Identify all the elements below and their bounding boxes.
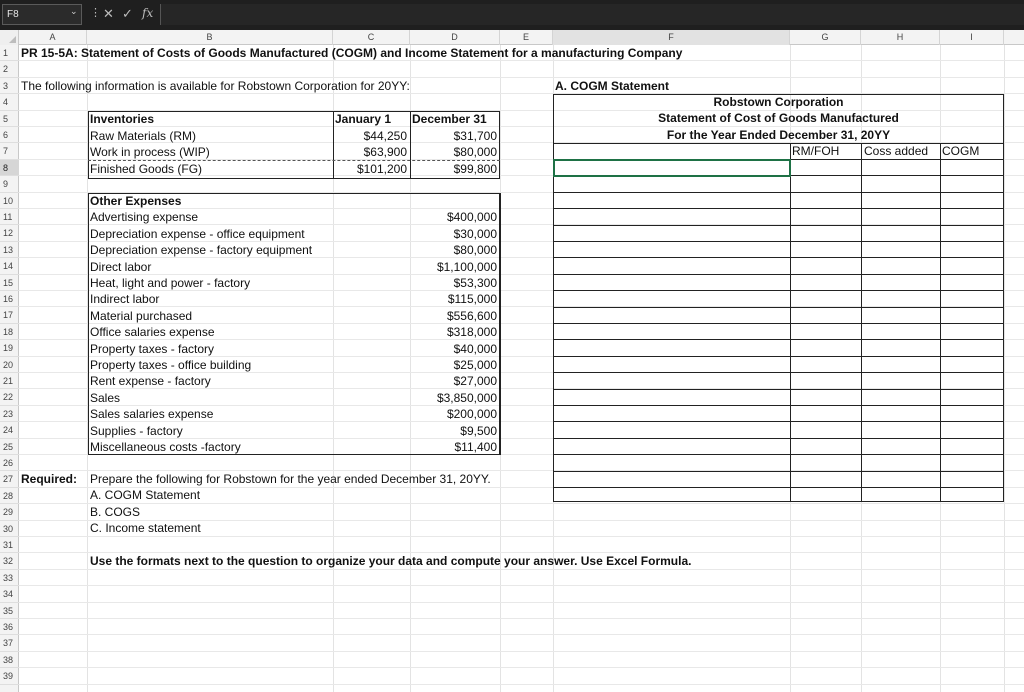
cogm-section-title: A. COGM Statement: [555, 79, 670, 93]
expense-value: $27,000: [453, 374, 497, 389]
row-header[interactable]: 32: [0, 553, 19, 569]
row-header[interactable]: 29: [0, 504, 19, 520]
row-header[interactable]: 1: [0, 45, 19, 61]
row-header[interactable]: 30: [0, 521, 19, 537]
expense-label: Property taxes - factory: [90, 341, 215, 356]
cogm-period: For the Year Ended December 31, 20YY: [666, 128, 891, 142]
row-header[interactable]: 10: [0, 193, 19, 209]
row-header[interactable]: 9: [0, 176, 19, 192]
row-header[interactable]: 3: [0, 78, 19, 94]
row-header[interactable]: 14: [0, 258, 19, 274]
cogm-col-header: RM/FOH: [792, 144, 840, 158]
row-header[interactable]: 8: [0, 160, 19, 176]
row-header[interactable]: 22: [0, 389, 19, 405]
expense-label: Sales: [90, 390, 121, 405]
row-header[interactable]: 16: [0, 291, 19, 307]
formula-input[interactable]: [160, 4, 1024, 25]
expense-label: Heat, light and power - factory: [90, 276, 251, 290]
column-header-b[interactable]: B: [87, 30, 333, 45]
row-header[interactable]: 20: [0, 357, 19, 373]
row-header[interactable]: 23: [0, 406, 19, 422]
row-header[interactable]: 19: [0, 340, 19, 356]
fx-icon[interactable]: fx: [142, 6, 154, 20]
row-header[interactable]: 4: [0, 94, 19, 110]
other-expenses-header: Other Expenses: [90, 194, 182, 208]
expense-label: Rent expense - factory: [90, 374, 211, 389]
row-header[interactable]: 2: [0, 61, 19, 77]
column-header-d[interactable]: D: [410, 30, 500, 45]
column-header-a[interactable]: A: [19, 30, 87, 45]
select-all-button[interactable]: [0, 30, 19, 45]
cogm-template-box: [553, 94, 1004, 502]
column-header-i[interactable]: I: [940, 30, 1004, 45]
row-header[interactable]: 35: [0, 603, 19, 619]
check-icon[interactable]: ✓: [122, 6, 133, 21]
expense-value: $11,400: [454, 440, 497, 454]
expense-label: Property taxes - office building: [90, 358, 252, 372]
expense-value: $3,850,000: [436, 390, 497, 405]
expense-label: Supplies - factory: [90, 423, 183, 438]
expense-label: Direct labor: [90, 259, 152, 274]
cogm-statement-title: Statement of Cost of Goods Manufactured: [658, 111, 899, 125]
expense-value: $115,000: [447, 292, 497, 307]
expense-value: $25,000: [453, 358, 497, 372]
more-options-icon[interactable]: ⋮: [90, 7, 101, 19]
expense-label: Sales salaries expense: [90, 407, 214, 422]
inventory-jan-value: $44,250: [363, 129, 407, 143]
row-header[interactable]: 6: [0, 127, 19, 143]
x-icon[interactable]: ✕: [103, 6, 114, 21]
column-header-f[interactable]: F: [553, 30, 790, 45]
cogm-company: Robstown Corporation: [713, 95, 844, 109]
expense-label: Indirect labor: [90, 292, 160, 307]
chevron-down-icon[interactable]: ⌄: [70, 6, 78, 16]
row-header[interactable]: 37: [0, 635, 19, 651]
expense-value: $80,000: [453, 243, 497, 258]
selected-cell[interactable]: [553, 159, 791, 177]
expense-value: $9,500: [460, 423, 497, 438]
required-label: Required:: [21, 472, 78, 486]
expense-label: Advertising expense: [90, 210, 199, 225]
row-header[interactable]: 12: [0, 225, 19, 241]
expense-label: Material purchased: [90, 308, 193, 323]
row-header[interactable]: 11: [0, 209, 19, 225]
expense-value: $200,000: [446, 407, 497, 422]
formula-bar: [0, 0, 1024, 30]
row-header[interactable]: 36: [0, 619, 19, 635]
expense-value: $1,100,000: [436, 259, 497, 274]
row-header[interactable]: 21: [0, 373, 19, 389]
row-header[interactable]: 28: [0, 488, 19, 504]
row-header[interactable]: 38: [0, 652, 19, 668]
expense-value: $30,000: [453, 226, 497, 241]
column-header-c[interactable]: C: [333, 30, 410, 45]
required-text: Prepare the following for Robstown for the year ended December 31, 20YY.: [90, 472, 491, 486]
row-header[interactable]: 18: [0, 324, 19, 340]
column-header-e[interactable]: E: [500, 30, 553, 45]
inventory-jan-value: $101,200: [356, 162, 407, 176]
row-header[interactable]: 25: [0, 439, 19, 455]
inventory-label: Work in process (WIP): [90, 145, 210, 159]
column-headers: [0, 30, 1024, 45]
inventory-label: Raw Materials (RM): [90, 129, 197, 143]
row-header[interactable]: 5: [0, 111, 19, 127]
inventories-header: Inventories: [90, 112, 155, 126]
required-item: B. COGS: [90, 505, 141, 519]
required-item: C. Income statement: [90, 521, 201, 535]
expense-value: $40,000: [453, 341, 497, 356]
inventory-dec-value: $99,800: [453, 162, 497, 176]
intro-text: The following information is available for Robstown Corporation for 20YY:: [21, 79, 410, 93]
row-header[interactable]: 26: [0, 455, 19, 471]
expense-label: Office salaries expense: [90, 325, 215, 340]
expense-value: $318,000: [446, 325, 497, 340]
row-header[interactable]: 33: [0, 570, 19, 586]
inventories-col-dec: December 31: [412, 112, 487, 126]
expense-label: Miscellaneous costs -factory: [90, 440, 241, 454]
sheet-grid[interactable]: [19, 45, 1024, 692]
cogm-col-header: COGM: [942, 144, 980, 158]
expense-value: $53,300: [453, 276, 497, 290]
inventory-jan-value: $63,900: [363, 145, 407, 159]
row-header[interactable]: 39: [0, 668, 19, 684]
column-header-h[interactable]: H: [861, 30, 940, 45]
expense-value: $556,600: [446, 308, 497, 323]
inventories-col-jan: January 1: [335, 112, 392, 126]
inventory-dec-value: $31,700: [453, 129, 497, 143]
inventory-dec-value: $80,000: [453, 145, 497, 159]
row-header[interactable]: 13: [0, 242, 19, 258]
row-header[interactable]: 7: [0, 143, 19, 159]
cogm-col-header: Coss added: [864, 144, 929, 158]
column-header-g[interactable]: G: [790, 30, 861, 45]
row-header[interactable]: 27: [0, 471, 19, 487]
row-header[interactable]: 17: [0, 307, 19, 323]
name-box-value: F8: [7, 9, 19, 20]
row-headers: [0, 45, 19, 692]
sheet-title: PR 15-5A: Statement of Costs of Goods Manufactured (COGM) and Income Statement for a manufacturing Company: [21, 46, 683, 60]
expense-label: Depreciation expense - office equipment: [90, 226, 305, 241]
required-item: A. COGM Statement: [90, 488, 201, 502]
inventory-label: Finished Goods (FG): [90, 162, 203, 176]
expense-value: $400,000: [446, 210, 497, 225]
row-header[interactable]: 31: [0, 537, 19, 553]
expense-label: Depreciation expense - factory equipment: [90, 243, 313, 258]
row-header[interactable]: 34: [0, 586, 19, 602]
row-header[interactable]: 15: [0, 275, 19, 291]
instruction-note: Use the formats next to the question to organize your data and compute your answer. Use Excel Formula.: [90, 554, 692, 568]
row-header[interactable]: 24: [0, 422, 19, 438]
